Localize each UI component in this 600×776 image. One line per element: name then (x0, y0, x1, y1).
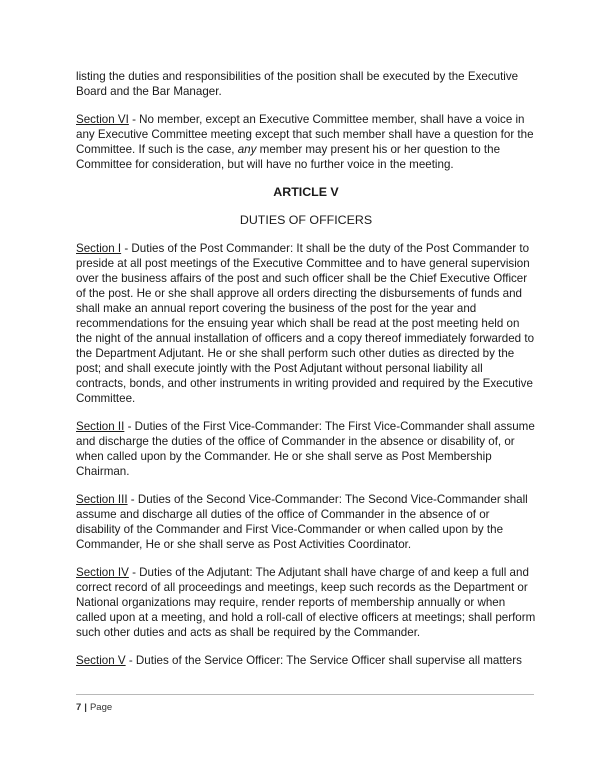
section-i-paragraph (76, 241, 536, 406)
document-body (76, 69, 536, 681)
section-vi-emphasis: any (237, 143, 257, 156)
section-iv-heading: Section IV (76, 566, 129, 579)
section-ii-paragraph (76, 419, 536, 479)
section-vi-text-a: - No member, except an Executive Committee member, shall have a voice in any Executive Committee meeting except that such member shall have a question for the Committee. If such is the case, (76, 113, 534, 156)
page-number: 7 (76, 702, 82, 713)
section-vi-heading: Section VI (76, 113, 129, 126)
article-subtitle: DUTIES OF OFFICERS (239, 213, 373, 227)
section-iii-heading: Section III (76, 493, 128, 506)
section-ii-heading: Section II (76, 420, 125, 433)
section-ii-text: - Duties of the First Vice-Commander: The First Vice-Commander shall assume and discharge the duties of the office of Commander in the absence or disability of, or when called upon by the Commander. He or she shall serve as Post Membership Chairman. (76, 420, 535, 478)
section-v-paragraph (76, 653, 536, 668)
section-i-heading: Section I (76, 242, 122, 255)
section-iii-text: - Duties of the Second Vice-Commander: The Second Vice-Commander shall assume and discharge all duties of the office of Commander in the absence of or disability of the Commander and First Vice-Commander or when called upon by the Commander, He or she shall serve as Post Activities Coordinator. (76, 493, 528, 551)
article-title: ARTICLE V (273, 185, 339, 199)
intro-paragraph: listing the duties and responsibilities of the position shall be executed by the Executive Board and the Bar Manager. (76, 70, 519, 98)
page-footer (76, 702, 112, 713)
footer-divider (76, 694, 534, 695)
footer-separator: | (84, 702, 87, 713)
section-v-heading: Section V (76, 654, 126, 667)
section-vi-paragraph (76, 112, 536, 172)
page-label: Page (89, 702, 113, 713)
section-vi-text-b: member may present his or her question to the Committee for consideration, but will have no further voice in the meeting. (76, 143, 501, 171)
section-v-text: - Duties of the Service Officer: The Service Officer shall supervise all matters (125, 654, 522, 667)
section-iii-paragraph (76, 492, 536, 552)
section-iv-paragraph (76, 565, 536, 640)
section-iv-text: - Duties of the Adjutant: The Adjutant shall have charge of and keep a full and correct record of all proceedings and meetings, keep such records as the Department or National organizations may require, render reports of membership annually or when called upon at a meeting, and hold a roll-call of elective officers at meetings; shall perform such other duties and acts as shall be required by the Commander. (76, 566, 536, 639)
section-i-text: - Duties of the Post Commander: It shall be the duty of the Post Commander to preside at all post meetings of the Executive Committee and to have general supervision over the business affairs of the post and such officer shall be the Chief Executive Officer of the post. He or she shall approve all orders directing the disbursements of funds and shall make an annual report covering the business of the post for the year and recommendations for the ensuing year which shall be read at the post meeting held on the night of the annual installation of officers and a copy thereof immediately forwarded to the Department Adjutant. He or she shall perform such other duties as directed by the post; and shall execute jointly with the Post Adjutant without personal liability all contracts, bonds, and other instruments in writing provided and required by the Executive Committee. (76, 242, 535, 405)
